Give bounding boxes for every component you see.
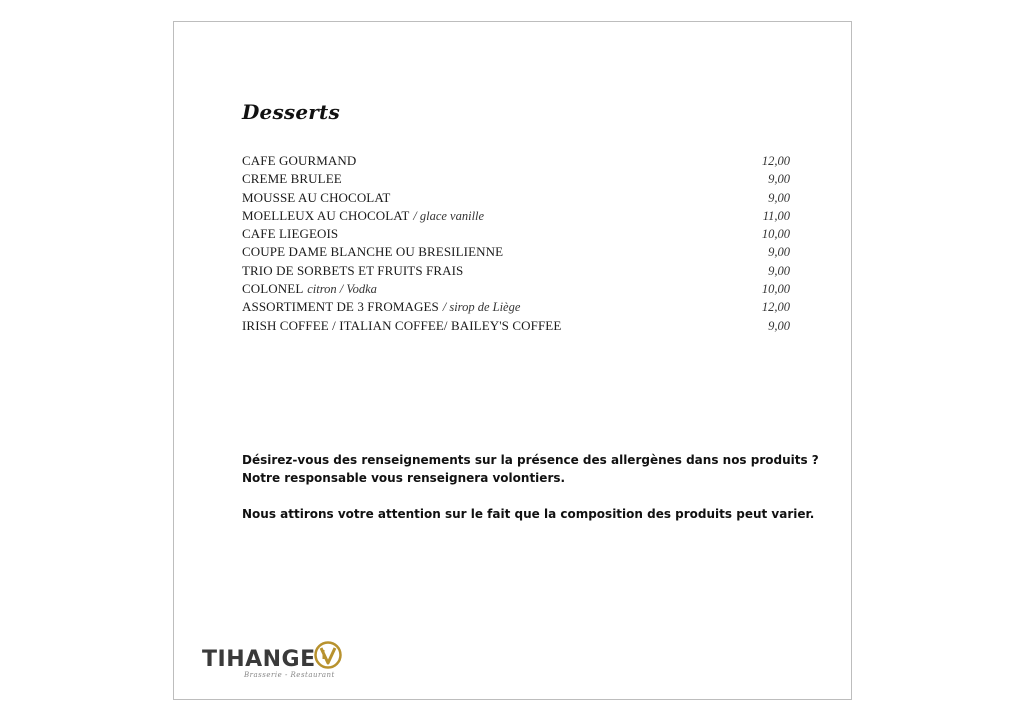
item-name: MOUSSE AU CHOCOLAT [242, 189, 391, 205]
item-price: 10,00 [761, 227, 790, 242]
menu-page [173, 21, 852, 700]
item-note: citron / Vodka [307, 282, 377, 297]
item-price: 9,00 [768, 318, 790, 333]
list-item [242, 243, 790, 261]
item-price: 9,00 [768, 263, 790, 278]
item-name: CREME BRULEE [242, 171, 342, 187]
item-price: 12,00 [761, 154, 790, 168]
item-name: TRIO DE SORBETS ET FRUITS FRAIS [242, 262, 464, 278]
list-item [242, 298, 790, 316]
item-price: 11,00 [762, 208, 790, 223]
list-item [242, 207, 790, 225]
dessert-list [242, 152, 790, 335]
logo-text: TIHANGE [202, 647, 316, 672]
allergen-response: Notre responsable vous renseignera volontiers. [242, 471, 566, 485]
restaurant-logo [202, 637, 352, 687]
list-item [242, 170, 790, 188]
item-price: 9,00 [768, 172, 790, 187]
list-item [242, 262, 790, 280]
allergen-question: Désirez-vous des renseignements sur la présence des allergènes dans nos produits ? [242, 453, 819, 467]
logo-subtitle: Brasserie - Restaurant [244, 671, 335, 679]
allergen-notice [242, 451, 822, 523]
item-name: ASSORTIMENT DE 3 FROMAGES [242, 299, 439, 315]
list-item [242, 225, 790, 243]
item-name: COUPE DAME BLANCHE OU BRESILIENNE [242, 244, 504, 260]
list-item [242, 152, 790, 170]
list-item [242, 280, 790, 298]
item-name: CAFE GOURMAND [242, 153, 357, 168]
item-price: 9,00 [768, 190, 790, 205]
item-name: CAFE LIEGEOIS [242, 226, 339, 242]
composition-notice: Nous attirons votre attention sur le fait que la composition des produits peut varier. [242, 507, 815, 521]
item-note: / glace vanille [413, 208, 485, 223]
item-name: IRISH COFFEE / ITALIAN COFFEE/ BAILEY'S COFFEE [242, 317, 562, 333]
section-title: Desserts [242, 100, 340, 124]
item-name: MOELLEUX AU CHOCOLAT [242, 207, 410, 223]
item-price: 10,00 [761, 282, 790, 297]
item-name: COLONEL [242, 281, 304, 297]
item-price: 12,00 [761, 300, 790, 315]
logo-badge-icon [314, 641, 342, 669]
item-note: / sirop de Liège [442, 300, 521, 315]
list-item [242, 317, 790, 335]
item-price: 9,00 [768, 245, 790, 260]
list-item [242, 189, 790, 207]
